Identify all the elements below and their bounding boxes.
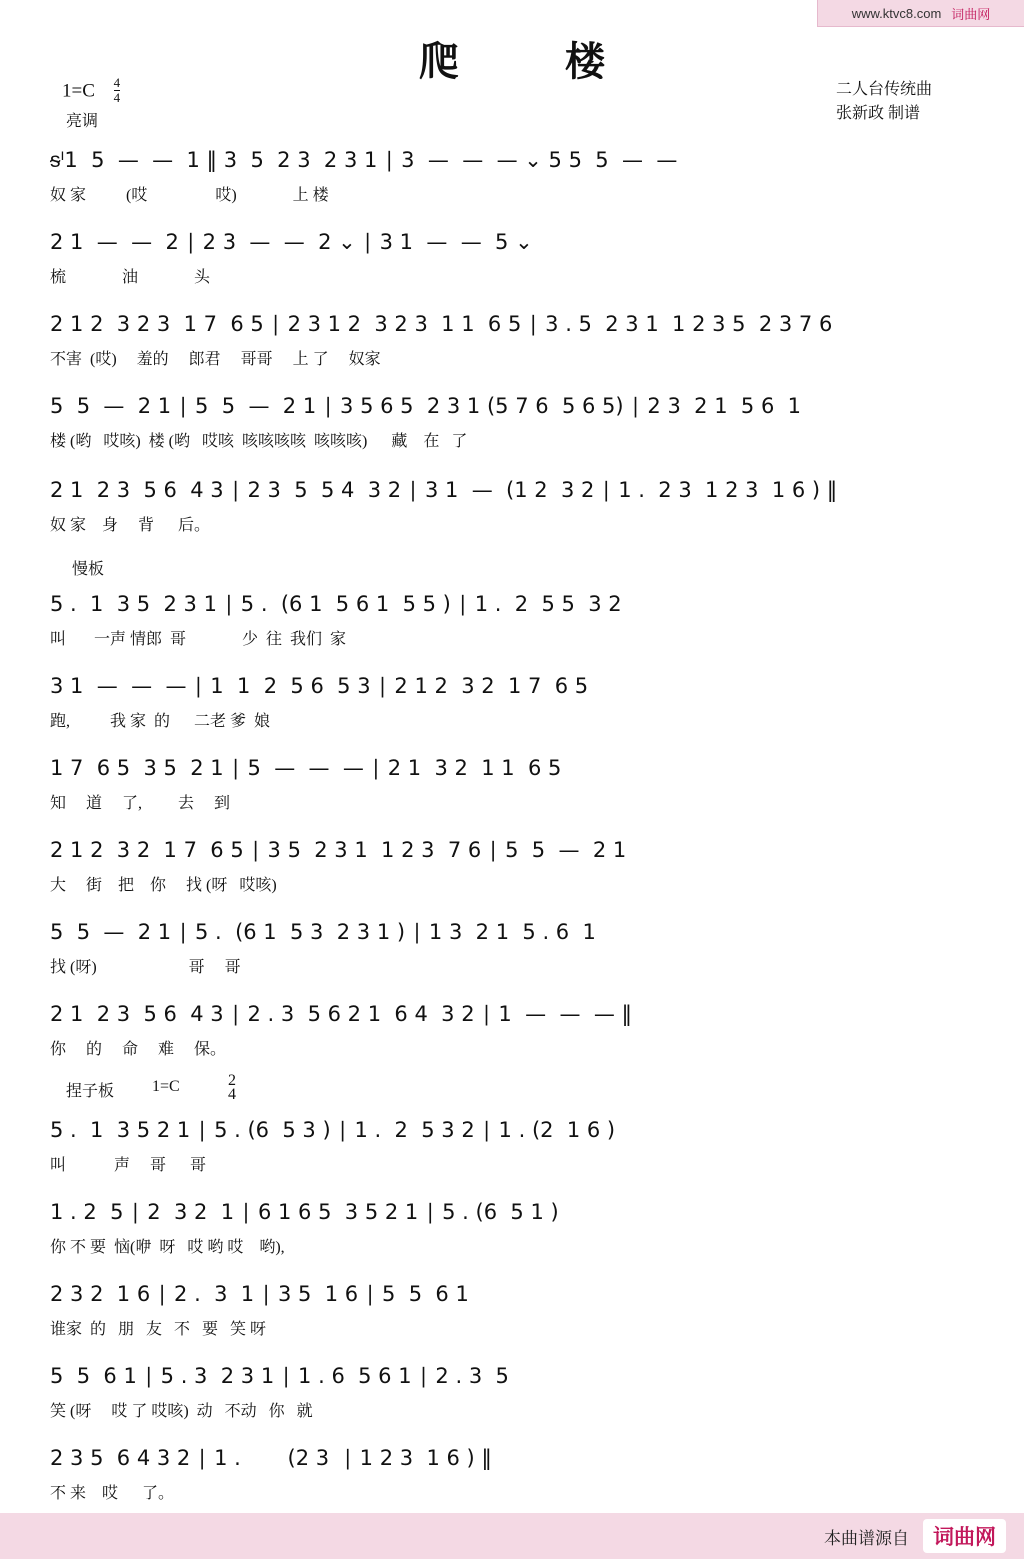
music-system [50, 756, 980, 816]
notation-line: 2 1 2 3 2 1 7 6 5 ∣ 3 5 2 3 1 1 2 3 7 6 ∣ 5 5 — 2 1 [50, 838, 627, 862]
music-system [50, 148, 980, 208]
notation-line: 5 . 1 3 5 2 3 1 ∣ 5 . (6 1 5 6 1 5 5 ) ∣ 1 . 2 5 5 3 2 [50, 592, 622, 616]
notation-line: 2 3 2 1 6 ∣ 2 . 3 1 ∣ 3 5 1 6 ∣ 5 5 6 1 [50, 1282, 469, 1306]
tempo-mark: 1=C [152, 1078, 180, 1095]
notation-line: 3 1 — — — ∣ 1 1 2 5 6 5 3 ∣ 2 1 2 3 2 1 7 6 5 [50, 674, 589, 698]
notation-line: 5 5 — 2 1 ∣ 5 . (6 1 5 3 2 3 1 ) ∣ 1 3 2 1 5 . 6 1 [50, 920, 596, 944]
lyrics-line: 谁家 的 朋 友 不 要 笑 呀 [50, 1321, 267, 1338]
bottom-watermark-text: 本曲谱源自 [824, 1528, 909, 1548]
lyrics-line: 不害 (哎) 羞的 郎君 哥哥 上 了 奴家 [50, 351, 381, 368]
watermark-brand-text: 词曲网 [951, 6, 991, 22]
tempo-mark: 捏子板 [66, 1083, 115, 1100]
lyrics-line: 大 街 把 你 找 (呀 哎咳) [50, 877, 277, 894]
music-system [50, 1446, 980, 1506]
lyrics-line: 你 不 要 恼(咿 呀 哎 哟 哎 哟), [50, 1239, 285, 1256]
bottom-watermark-brand: 词曲网 [923, 1519, 1006, 1553]
notation-line: 2 1 — — 2 ∣ 2 3 — — 2 ⌄ ∣ 3 1 — — 5 ⌄ [50, 230, 533, 254]
notation-line: 1 . 2 5 ∣ 2 3 2 1 ∣ 6 1 6 5 3 5 2 1 ∣ 5 . (6 5 1 ) [50, 1200, 559, 1224]
lyrics-line: 笑 (呀 哎 了 哎咳) 动 不动 你 就 [50, 1403, 313, 1420]
lyrics-line: 奴 家 (哎 哎) 上 楼 [50, 187, 329, 204]
music-system [50, 1002, 980, 1062]
credit-line-1: 二人台传统曲 [835, 81, 932, 98]
watermark-site-text: www.ktvc8.com [851, 5, 942, 21]
mode-label: 亮调 [66, 113, 99, 130]
lyrics-line: 梳 油 头 [50, 269, 211, 286]
music-system [50, 592, 980, 652]
music-system [50, 1364, 980, 1424]
tempo-mark: 2 [228, 1072, 236, 1089]
credit-line-2: 张新政 制谱 [835, 105, 920, 122]
lyrics-line: 叫 一声 情郎 哥 少 往 我们 家 [50, 631, 347, 648]
key-text: 1=C [62, 80, 95, 102]
notation-line: 2 1 2 3 2 3 1 7 6 5 ∣ 2 3 1 2 3 2 3 1 1 6 5 ∣ 3 . 5 2 3 1 1 2 3 5 2 3 7 6 [50, 312, 833, 336]
music-system [50, 1118, 980, 1178]
music-system [50, 674, 980, 734]
notation-line: 1 7 6 5 3 5 2 1 ∣ 5 — — — ∣ 2 1 3 2 1 1 6 5 [50, 756, 562, 780]
time-signature-denominator: 4 [113, 89, 121, 105]
lyrics-line: 奴 家 身 背 后。 [50, 517, 211, 534]
key-signature [62, 75, 121, 106]
music-system [50, 1200, 980, 1260]
notation-line: 5 . 1 3 5 2 1 ∣ 5 . (6 5 3 ) ∣ 1 . 2 5 3 2 ∣ 1 . (2 1 6 ) [50, 1118, 616, 1142]
notation-line: ᵴᴵ1 5 — — 1 ‖ 3 5 2 3 2 3 1 ∣ 3 — — — ⌄ 5 5 5 — — [50, 148, 678, 172]
lyrics-line: 叫 声 哥 哥 [50, 1157, 207, 1174]
music-system [50, 920, 980, 980]
lyrics-line: 楼 (哟 哎咳) 楼 (哟 哎咳 咳咳咳咳 咳咳咳) 藏 在 了 [50, 433, 468, 450]
music-system [50, 312, 980, 372]
lyrics-line: 不 来 哎 了。 [50, 1485, 175, 1502]
music-system [50, 478, 980, 538]
time-signature-numerator: 4 [113, 75, 121, 90]
tempo-mark: 慢板 [72, 561, 105, 578]
lyrics-line: 你 的 命 难 保。 [50, 1041, 227, 1058]
notation-line: 2 1 2 3 5 6 4 3 ∣ 2 3 5 5 4 3 2 ∣ 3 1 — (1 2 3 2 ∣ 1 . 2 3 1 2 3 1 6 ) ‖ [50, 478, 838, 502]
lyrics-line: 找 (呀) 哥 哥 [50, 959, 241, 976]
notation-line: 5 5 6 1 ∣ 5 . 3 2 3 1 ∣ 1 . 6 5 6 1 ∣ 2 . 3 5 [50, 1364, 509, 1388]
notation-line: 2 1 2 3 5 6 4 3 ∣ 2 . 3 5 6 2 1 6 4 3 2 ∣ 1 — — — ‖ [50, 1002, 632, 1026]
music-system [50, 230, 980, 290]
top-watermark [817, 0, 1024, 27]
music-system [50, 1282, 980, 1342]
page-title: 爬 楼 [419, 38, 651, 85]
credits [836, 78, 932, 126]
notation-line: 5 5 — 2 1 ∣ 5 5 — 2 1 ∣ 3 5 6 5 2 3 1 (5 7 6 5 6 5) ∣ 2 3 2 1 5 6 1 [50, 394, 802, 418]
lyrics-line: 跑, 我 家 的 二老 爹 娘 [50, 713, 271, 730]
tempo-mark: 4 [228, 1086, 236, 1103]
time-signature [114, 76, 121, 104]
bottom-watermark [0, 1513, 1024, 1559]
music-system [50, 838, 980, 898]
notation-line: 2 3 5 6 4 3 2 ∣ 1 . (2 3 ∣ 1 2 3 1 6 ) ‖ [50, 1446, 492, 1470]
lyrics-line: 知 道 了, 去 到 [50, 795, 231, 812]
music-system [50, 394, 980, 454]
